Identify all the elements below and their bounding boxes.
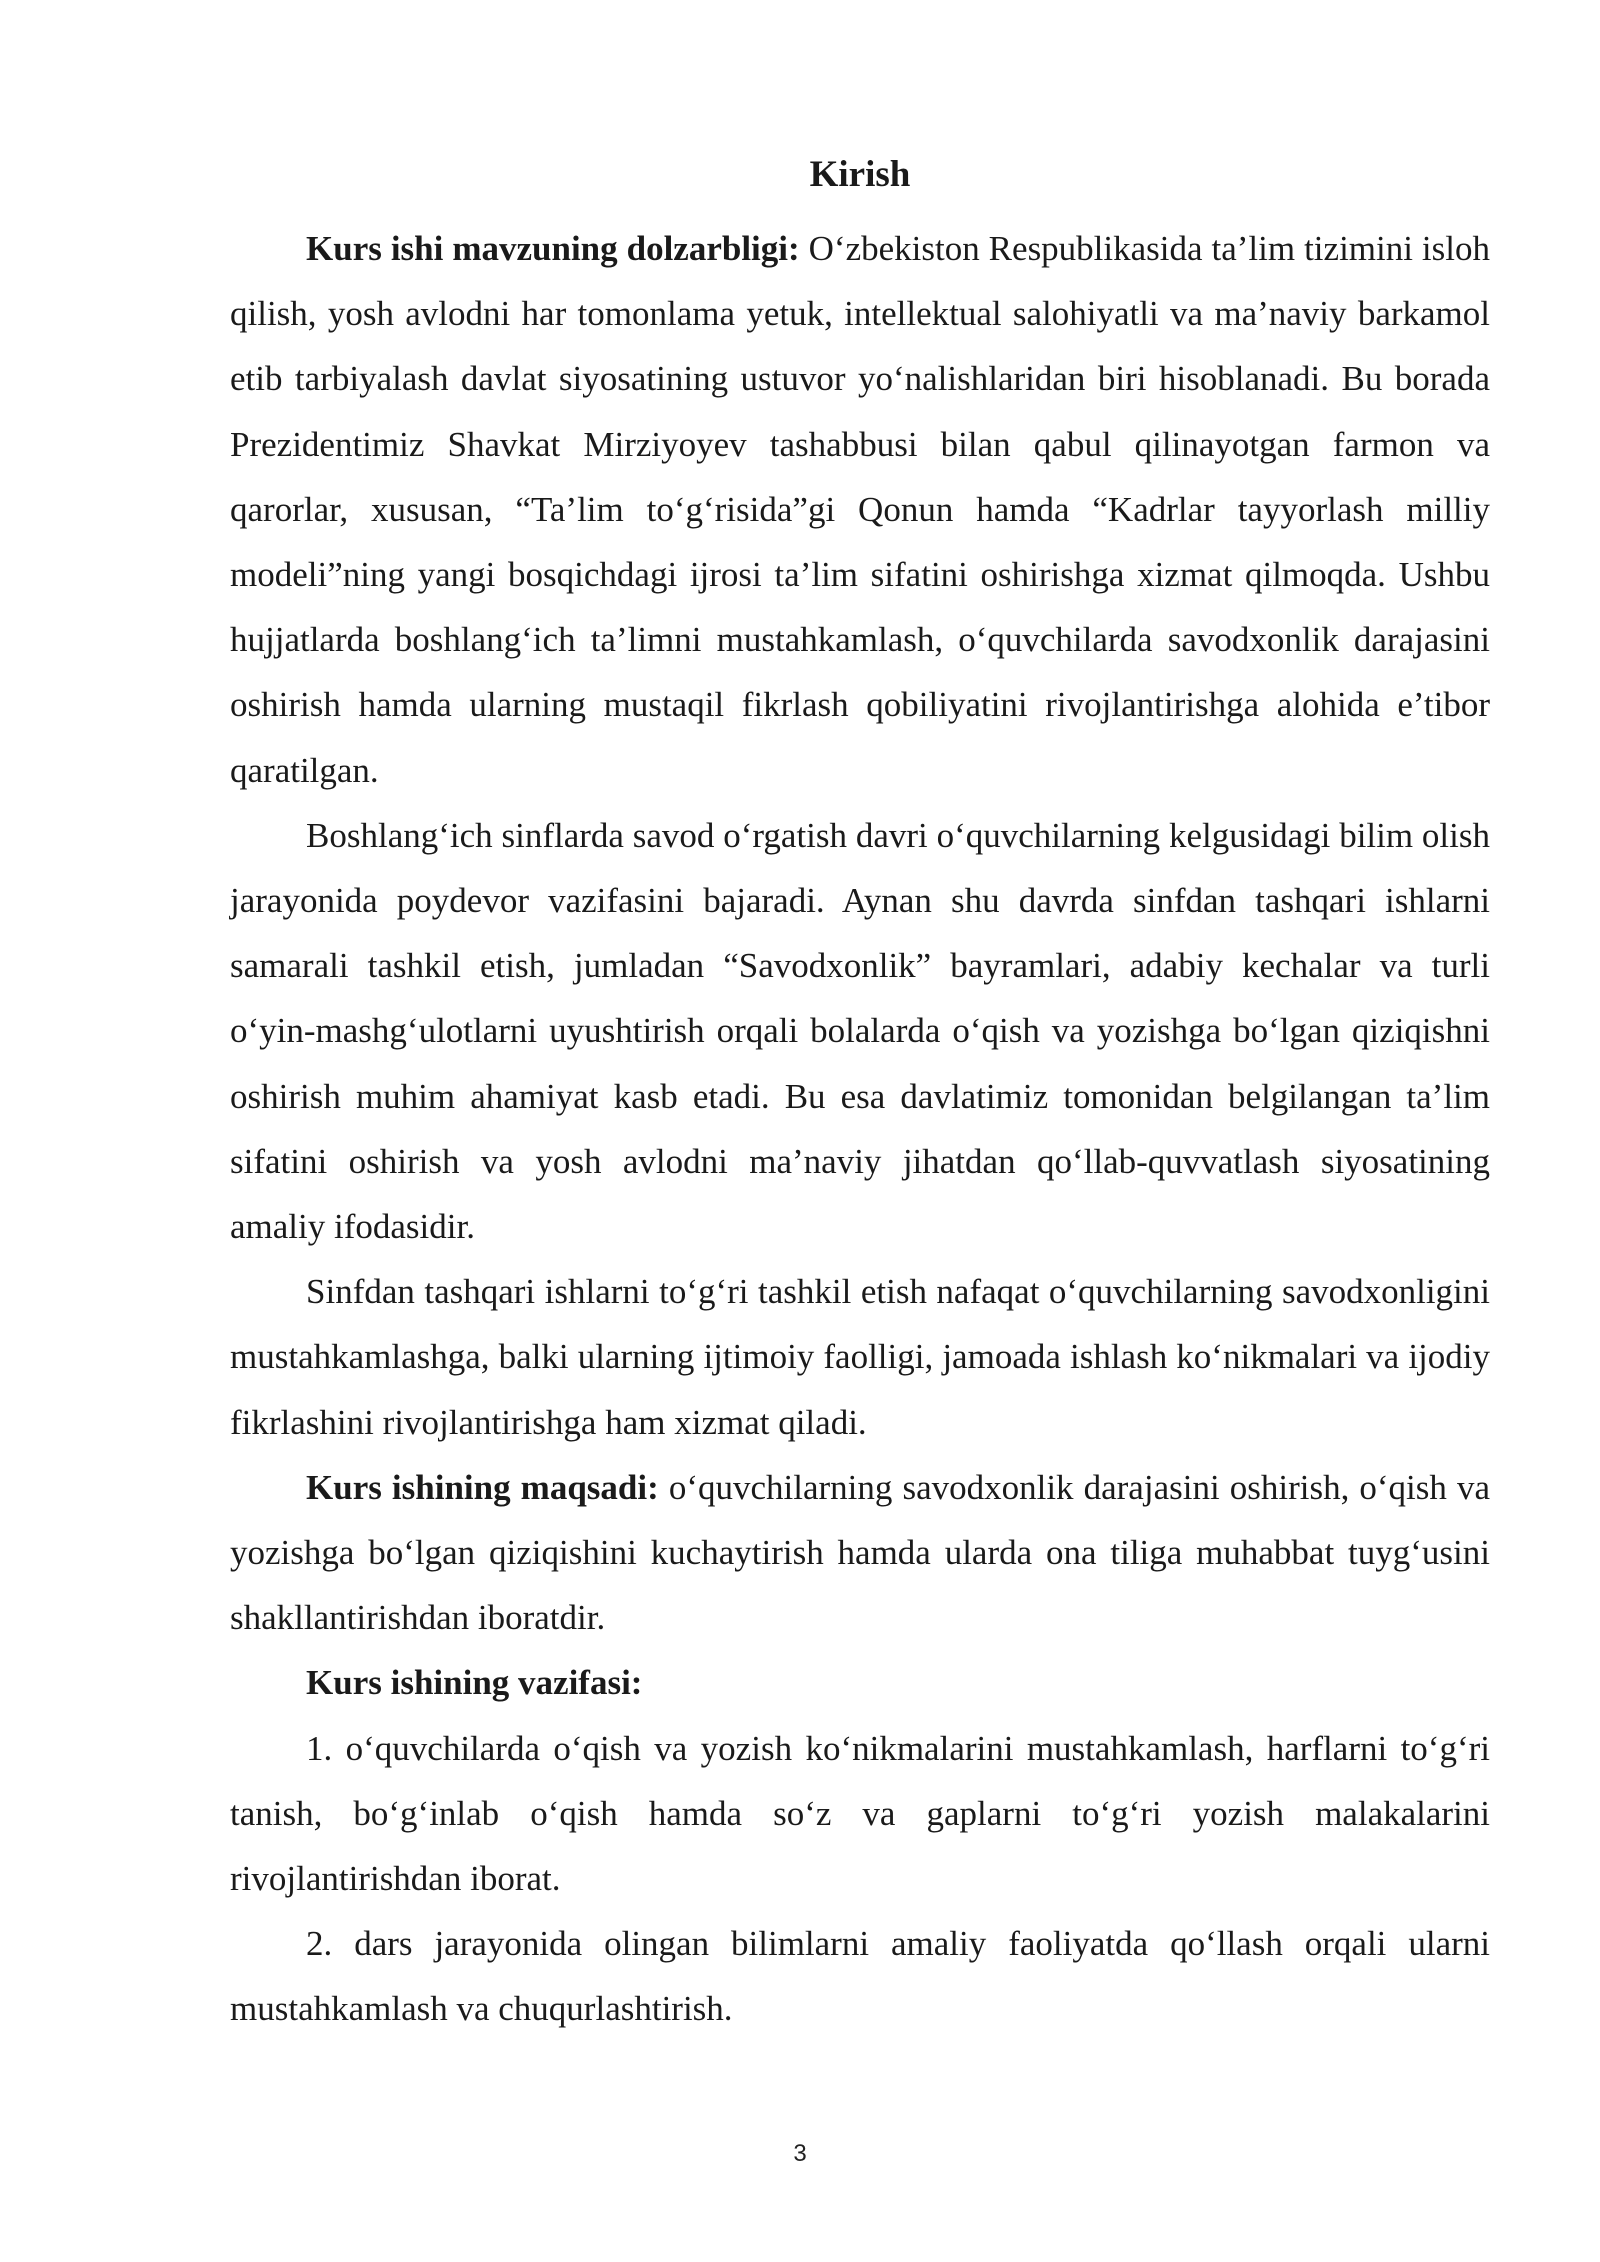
document-body (230, 150, 1490, 2042)
paragraph-text: Sinfdan tashqari ishlarni to‘g‘ri tashkil etish nafaqat o‘quvchilarning savodxonligini mustahkamlashga, balki ularning ijtimoiy faolligi, jamoada ishlash ko‘nikmalari va ijodiy fikrlashini rivojlantirishga ham xizmat qiladi. (230, 1272, 1490, 1442)
paragraph-text: Boshlang‘ich sinflarda savod o‘rgatish davri o‘quvchilarning kelgusidagi bilim olish jarayonida poydevor vazifasini bajaradi. Aynan shu davrda sinfdan tashqari ishlarni samarali tashkil etish, jumladan “Savodxonlik” bayramlari, adabiy kechalar va turli o‘yin-mashg‘ulotlarni uyushtirish orqali bolalarda o‘qish va yozishga bo‘lgan qiziqishni oshirish muhim ahamiyat kasb etadi. Bu esa davlatimiz tomonidan belgilangan ta’lim sifatini oshirish va yosh avlodni ma’naviy jihatdan qo‘llab-quvvatlash siyosatining amaliy ifodasidir. (230, 815, 1490, 1247)
page-number: 3 (793, 2140, 807, 2167)
paragraph-tasks-heading (230, 1650, 1490, 1715)
paragraph-literacy-period (230, 803, 1490, 1259)
paragraph-lead: Kurs ishining maqsadi: (306, 1467, 659, 1507)
paragraph-text: O‘zbekiston Respublikasida ta’lim tizimini isloh qilish, yosh avlodni har tomonlama yetuk, intellektual salohiyatli va ma’naviy barkamol etib tarbiyalash davlat siyosatining ustuvor yo‘nalishlaridan biri hisoblanadi. Bu borada Prezidentimiz Shavkat Mirziyoyev tashabbusi bilan qabul qilinayotgan farmon va qarorlar, xususan, “Ta’lim to‘g‘risida”gi Qonun hamda “Kadrlar tayyorlash milliy modeli”ning yangi bosqichdagi ijrosi ta’lim sifatini oshirishga xizmat qilmoqda. Ushbu hujjatlarda boshlang‘ich ta’limni mustahkamlash, o‘quvchilarda savodxonlik darajasini oshirish hamda ularning mustaqil fikrlash qobiliyatini rivojlantirishga alohida e’tibor qaratilgan. (230, 229, 1491, 790)
paragraph-text: 2. dars jarayonida olingan bilimlarni amaliy faoliyatda qo‘llash orqali ularni mustahkamlash va chuqurlashtirish. (230, 1924, 1490, 2029)
paragraph-lead: Kurs ishining vazifasi: (306, 1663, 643, 1703)
list-item-task-1 (230, 1716, 1490, 1912)
paragraph-relevance (230, 216, 1490, 803)
section-heading: Kirish (809, 154, 911, 195)
paragraph-text: o‘quvchilarning savodxonlik darajasini oshirish, o‘qish va yozishga bo‘lgan qiziqishini kuchaytirish hamda ularda ona tiliga muhabbat tuyg‘usini shakllantirishdan iboratdir. (230, 1467, 1491, 1638)
paragraph-lead: Kurs ishi mavzuning dolzarbligi: (306, 229, 800, 268)
paragraph-goal (230, 1455, 1490, 1651)
paragraph-extracurricular (230, 1259, 1490, 1455)
paragraph-text: 1. o‘quvchilarda o‘qish va yozish ko‘nikmalarini mustahkamlash, harflarni to‘g‘ri tanish, bo‘g‘inlab o‘qish hamda so‘z va gaplarni to‘g‘ri yozish malakalarini rivojlantirishdan iborat. (230, 1728, 1490, 1899)
list-item-task-2 (230, 1911, 1490, 2041)
